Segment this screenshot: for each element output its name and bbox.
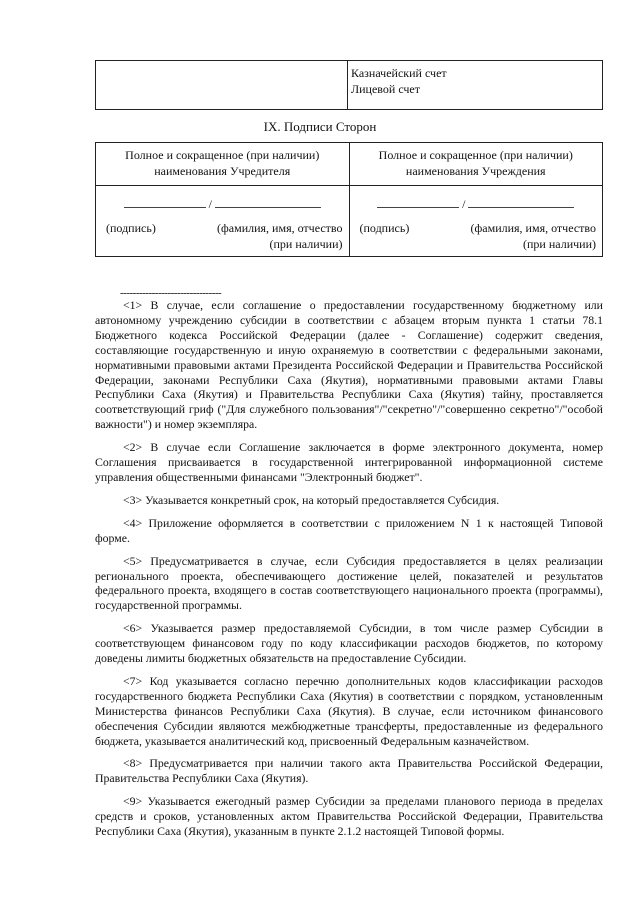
footnote-4: <4> Приложение оформляется в соответствии с приложением N 1 к настоящей Типовой форме. — [95, 515, 603, 545]
footnotes — [95, 298, 603, 847]
institution-header: Полное и сокращенное (при наличии) наименования Учреждения — [349, 143, 603, 186]
founder-slash: / — [208, 197, 212, 211]
personal-account-label: Лицевой счет — [351, 82, 421, 96]
signatures-table — [95, 142, 603, 257]
institution-name-caption: (фамилия, имя, отчество (при наличии) — [470, 221, 596, 251]
institution-signature-line — [356, 196, 597, 212]
footnote-7: <7> Код указывается согласно перечню дополнительных кодов классификации расходов государственного бюджета Республики Саха (Якутия) в соответствии с порядком, установленным Министерства финансов Республики Саха (Якутия). В случае, если источником финансового обеспечения Субсидии являются межбюджетные трансферты, предоставленные из федерального бюджета, указывается аналитический код, присвоенный Федеральным казначейством. — [95, 673, 603, 748]
footnote-9: <9> Указывается ежегодный размер Субсидии за пределами планового периода в пределах средств и сроков, установленных актом Правительства Российской Федерации, Правительства Республики Саха (Якутия), указанным в пункте 2.1.2 настоящей Типовой формы. — [95, 794, 603, 839]
founder-signature-caption: (подпись) — [106, 221, 156, 235]
institution-slash: / — [462, 197, 466, 211]
founder-header: Полное и сокращенное (при наличии) наименования Учредителя — [96, 143, 350, 186]
institution-signature-caption: (подпись) — [359, 221, 410, 235]
treasury-table-left-cell — [96, 61, 348, 110]
institution-signature-blank — [377, 197, 459, 208]
footnote-2: <2> В случае если Соглашение заключается в форме электронного документа, номер Соглашения присваивается в государственной интегрированной информационной системе управления общественными финансами "Электронный бюджет". — [95, 440, 603, 484]
footnote-3: <3> Указывается конкретный срок, на который предоставляется Субсидия. — [123, 492, 500, 507]
founder-name-caption: (фамилия, имя, отчество (при наличии) — [217, 221, 343, 251]
treasury-account-label: Казначейский счет — [351, 66, 447, 80]
section-title: IX. Подписи Сторон — [263, 119, 377, 134]
footnote-separator: -------------------------------- — [120, 287, 222, 299]
footnote-1: <1> В случае, если соглашение о предоставлении государственному бюджетному или автономному учреждению субсидии в соответствии с абзацем вторым пункта 1 статьи 78.1 Бюджетного кодекса Российской Федерации (далее - Соглашение) содержит сведения, составляющие государственную и иную охраняемую в соответствии с федеральными законами, нормативными правовыми актами Президента Российской Федерации и Правительства Российской Федерации, законами Республики Саха (Якутия), нормативными правовыми актами Главы Республики Саха (Якутия) и Правительства Республики Саха (Якутия) тайну, проставляется соответствующий гриф ("Для служебного пользования"/"секретно"/"совершенно секретно"/"особой важности") и номер экземпляра. — [95, 298, 603, 432]
institution-signature-cell — [349, 186, 603, 257]
treasury-table-right-cell — [348, 61, 603, 110]
founder-signature-cell — [96, 186, 350, 257]
founder-signature-line — [102, 196, 343, 212]
founder-name-blank — [215, 197, 321, 208]
footnote-8: <8> Предусматривается при наличии такого акта Правительства Российской Федерации, Правительства Республики Саха (Якутия). — [95, 756, 603, 786]
treasury-account-table — [95, 60, 603, 110]
footnote-5: <5> Предусматривается в случае, если Субсидия предоставляется в целях реализации регионального проекта, обеспечивающего достижение целей, показателей и результатов федерального проекта, входящего в состав соответствующего национального проекта (программы), государственной программы. — [95, 553, 603, 613]
founder-signature-blank — [124, 197, 206, 208]
footnote-6: <6> Указывается размер предоставляемой Субсидии, в том числе размер Субсидии в соответствующем финансовом году по коду классификации расходов бюджетов, по которому доведены лимиты бюджетных обязательств на предоставление Субсидии. — [95, 621, 603, 666]
institution-name-blank — [468, 197, 574, 208]
